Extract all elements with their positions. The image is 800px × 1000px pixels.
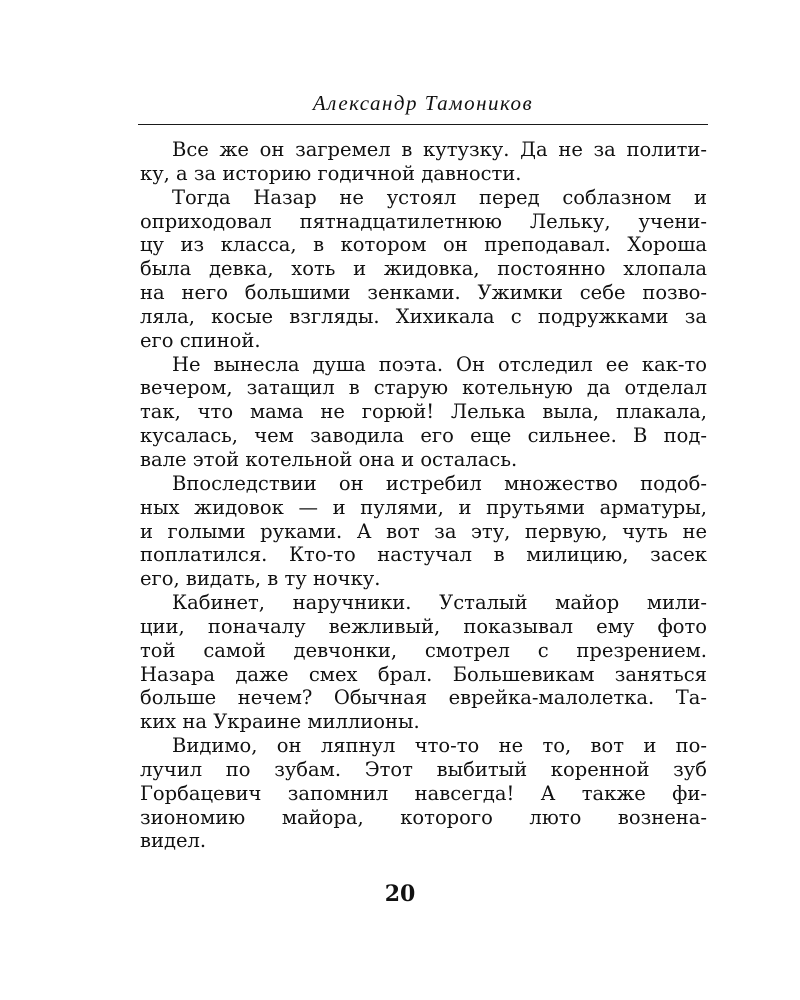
text-line: поплатился. Кто-то настучал в милицию, засек bbox=[140, 543, 707, 567]
text-line: вале этой котельной она и осталась. bbox=[140, 447, 518, 471]
text-line: Кабинет, наручники. Усталый майор мили- bbox=[172, 591, 707, 615]
text-line: ку, а за историю годичной давности. bbox=[140, 161, 522, 185]
text-line: той самой девчонки, смотрел с презрением. bbox=[140, 638, 707, 662]
text-line: Тогда Назар не устоял перед соблазном и bbox=[172, 185, 707, 209]
text-line: Назара даже смех брал. Большевикам заняться bbox=[140, 662, 707, 686]
text-line: кусалась, чем заводила его еще сильнее. В под- bbox=[140, 424, 707, 448]
text-line: Все же он загремел в кутузку. Да не за полити- bbox=[172, 138, 707, 161]
text-line: и голыми руками. А вот за эту, первую, чуть не bbox=[140, 519, 707, 543]
text-line: так, что мама не горюй! Лелька выла, плакала, bbox=[140, 400, 707, 424]
text-line: оприходовал пятнадцатилетнюю Лельку, учени- bbox=[140, 209, 707, 233]
text-line: его, видать, в ту ночку. bbox=[140, 567, 381, 591]
text-line: ляла, косые взгляды. Хихикала с подружками за bbox=[140, 304, 707, 328]
text-line: больше нечем? Обычная еврейка-малолетка. Та- bbox=[140, 686, 707, 710]
body-text bbox=[140, 138, 707, 853]
text-line: Видимо, он ляпнул что-то не то, вот и по- bbox=[172, 734, 707, 758]
text-line: Не вынесла душа поэта. Он отследил ее как-то bbox=[172, 352, 707, 376]
text-line: его спиной. bbox=[140, 328, 261, 352]
text-line: Горбацевич запомнил навсегда! А также фи- bbox=[140, 781, 707, 805]
text-line: ких на Украине миллионы. bbox=[140, 710, 420, 734]
text-line: ции, поначалу вежливый, показывал ему фото bbox=[140, 614, 707, 638]
text-line: видел. bbox=[140, 829, 207, 853]
text-line: лучил по зубам. Этот выбитый коренной зуб bbox=[140, 757, 707, 781]
text-line: цу из класса, в котором он преподавал. Хороша bbox=[140, 233, 707, 257]
running-header bbox=[138, 88, 708, 125]
text-line: Впоследствии он истребил множество подоб- bbox=[172, 471, 707, 495]
text-line: зиономию майора, которого люто вознена- bbox=[140, 805, 707, 829]
text-line: ных жидовок — и пулями, и прутьями арматуры, bbox=[140, 495, 707, 519]
text-line: вечером, затащил в старую котельную да отделал bbox=[140, 376, 707, 400]
running-header-title: Александр Тамоников bbox=[312, 91, 534, 115]
text-line: на него большими зенками. Ужимки себе позво- bbox=[140, 281, 707, 305]
text-line: была девка, хоть и жидовка, постоянно хлопала bbox=[140, 257, 707, 281]
page-number: 20 bbox=[384, 881, 416, 907]
